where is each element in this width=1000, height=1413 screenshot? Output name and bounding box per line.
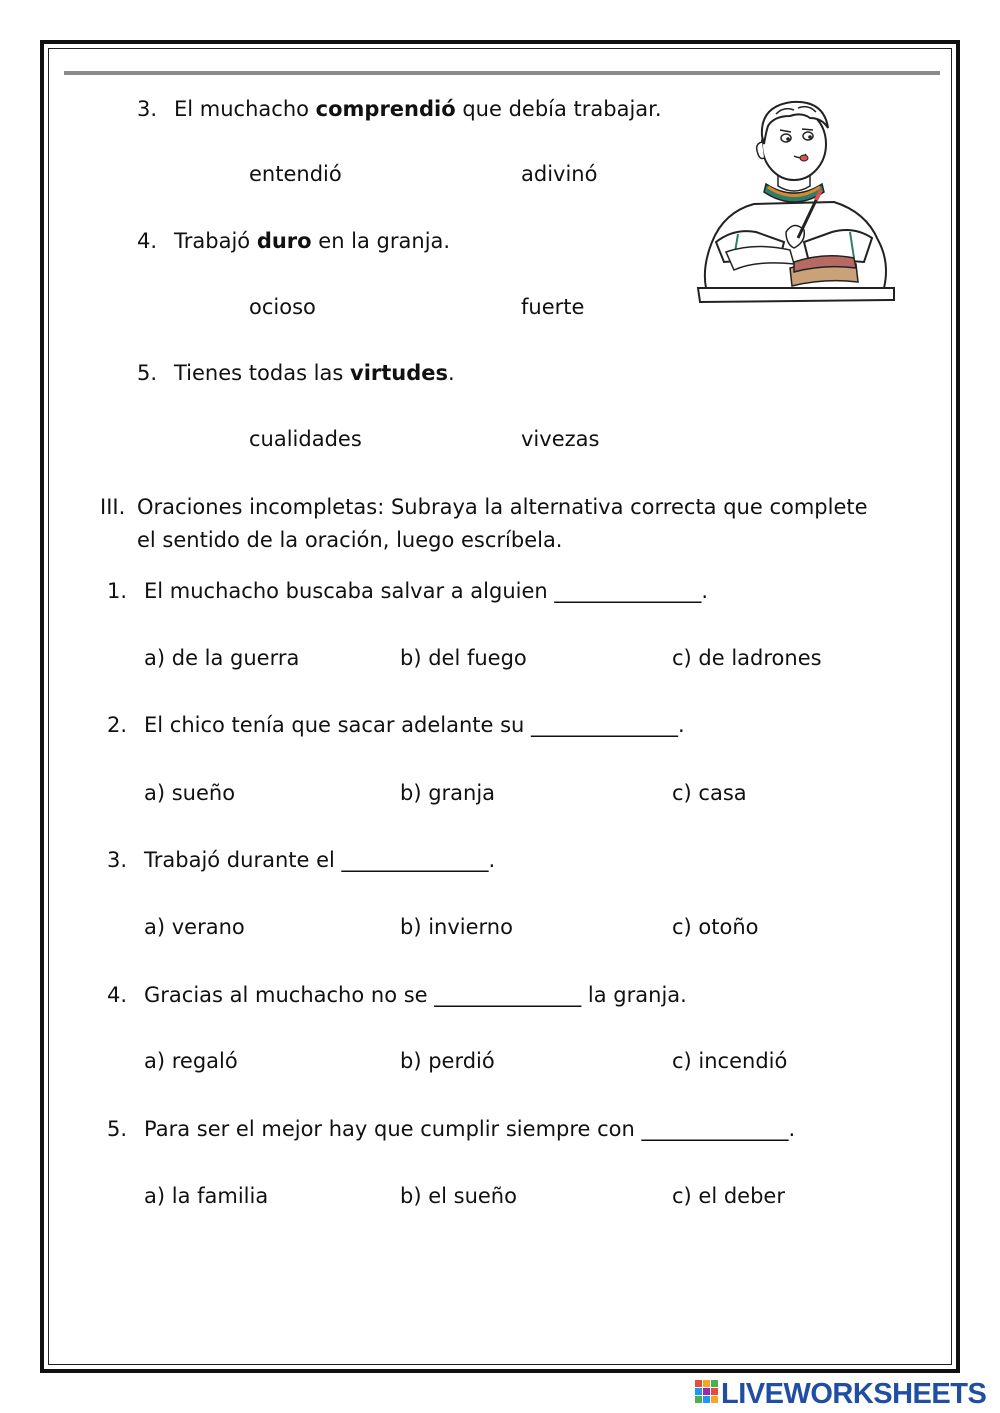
top-divider xyxy=(64,71,940,75)
instruction-line-1: Oraciones incompletas: Subraya la alternativa correcta que complete xyxy=(137,495,868,519)
option-c[interactable]: c) incendió xyxy=(672,1049,788,1073)
question-number: 5. xyxy=(107,1117,128,1141)
option-c[interactable]: c) de ladrones xyxy=(672,646,822,670)
liveworksheets-logo[interactable] xyxy=(695,1378,995,1410)
instruction-line-2: el sentido de la oración, luego escríbela. xyxy=(137,528,563,552)
question-number: 5. xyxy=(137,361,158,385)
section-number: III. xyxy=(100,495,126,519)
question-text: Gracias al muchacho no se ______________ la granja. xyxy=(144,983,687,1007)
question-text: El chico tenía que sacar adelante su ______________. xyxy=(144,713,685,737)
question-text: El muchacho buscaba salvar a alguien ______________. xyxy=(144,579,709,603)
option-a[interactable]: ocioso xyxy=(249,295,316,319)
option-a[interactable]: a) regaló xyxy=(144,1049,238,1073)
option-c[interactable]: c) otoño xyxy=(672,915,759,939)
question-text: El muchacho comprendió que debía trabajar. xyxy=(174,97,662,121)
question-number: 4. xyxy=(137,229,158,253)
option-b[interactable]: fuerte xyxy=(521,295,585,319)
key-word: virtudes xyxy=(350,361,449,385)
question-number: 2. xyxy=(107,713,128,737)
option-b[interactable]: b) invierno xyxy=(400,915,513,939)
option-a[interactable]: a) la familia xyxy=(144,1184,269,1208)
option-a[interactable]: a) verano xyxy=(144,915,245,939)
option-a[interactable]: cualidades xyxy=(249,427,362,451)
option-b[interactable]: b) perdió xyxy=(400,1049,495,1073)
question-number: 3. xyxy=(107,848,128,872)
option-b[interactable]: b) del fuego xyxy=(400,646,527,670)
question-text: Para ser el mejor hay que cumplir siempre con ______________. xyxy=(144,1117,796,1141)
option-a[interactable]: entendió xyxy=(249,162,342,186)
option-b[interactable]: b) granja xyxy=(400,781,496,805)
option-b[interactable]: b) el sueño xyxy=(400,1184,517,1208)
option-b[interactable]: vivezas xyxy=(521,427,600,451)
question-text: Trabajó duro en la granja. xyxy=(174,229,451,253)
option-a[interactable]: a) sueño xyxy=(144,781,236,805)
brand-name: LIVEWORKSHEETS xyxy=(721,1378,987,1410)
option-c[interactable]: c) casa xyxy=(672,781,747,805)
boy-writing-illustration xyxy=(694,92,898,307)
key-word: comprendió xyxy=(315,97,456,121)
key-word: duro xyxy=(256,229,312,253)
option-a[interactable]: a) de la guerra xyxy=(144,646,300,670)
question-number: 3. xyxy=(137,97,158,121)
question-text: Tienes todas las virtudes. xyxy=(174,361,455,385)
question-number: 1. xyxy=(107,579,128,603)
question-text: Trabajó durante el ______________. xyxy=(144,848,496,872)
liveworksheets-logo-icon xyxy=(695,1380,719,1408)
question-number: 4. xyxy=(107,983,128,1007)
option-b[interactable]: adivinó xyxy=(521,162,598,186)
option-c[interactable]: c) el deber xyxy=(672,1184,785,1208)
